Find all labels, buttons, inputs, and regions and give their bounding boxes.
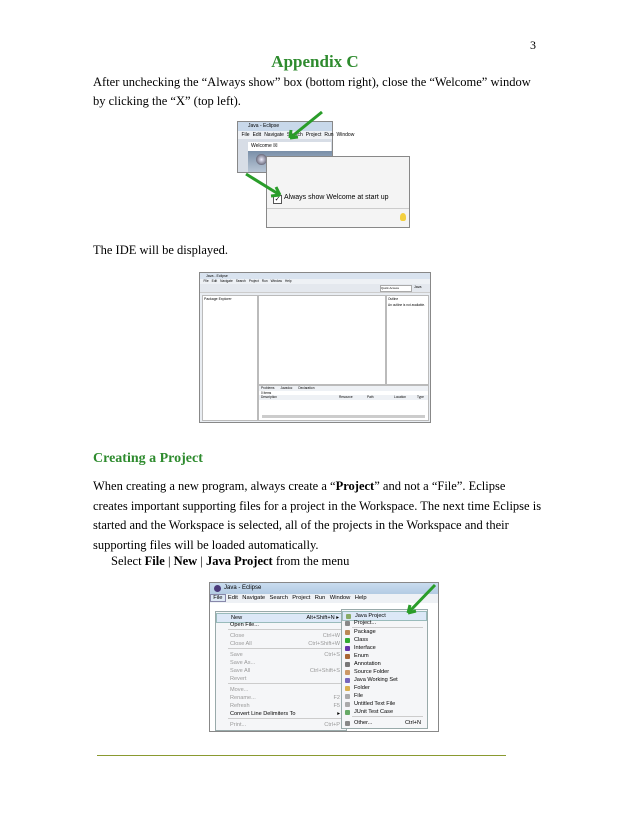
menu-search[interactable]: Search [286, 132, 303, 138]
window-title: Java - Eclipse [210, 583, 438, 594]
menu-project[interactable]: Project [248, 279, 259, 283]
column-type[interactable]: Type [417, 395, 424, 399]
file-menu-item[interactable]: Move... [230, 687, 249, 693]
new-submenu-item[interactable]: Java Project [342, 611, 427, 621]
perspective-java[interactable]: Java [414, 285, 422, 289]
menu-item-icon [345, 686, 350, 691]
footer-rule [97, 755, 506, 756]
checkbox-label: Always show Welcome at start up [284, 194, 389, 201]
new-submenu-item[interactable]: Package [342, 628, 427, 636]
file-menu-item[interactable]: Close All Ctrl+Shift+W [230, 641, 340, 647]
menu-window[interactable]: Window [329, 595, 351, 601]
new-submenu-item[interactable]: Class [342, 636, 427, 644]
menu-run[interactable]: Run [314, 595, 326, 601]
menu-run[interactable]: Run [324, 132, 334, 138]
menu-file[interactable]: File [203, 279, 209, 283]
menu-item-icon [345, 670, 350, 675]
menu-navigate[interactable]: Navigate [242, 595, 266, 601]
new-submenu-item[interactable]: Folder [342, 684, 427, 692]
tab-problems[interactable]: Problems [261, 386, 275, 390]
menu-item-icon [345, 621, 350, 626]
new-submenu-item[interactable]: Source Folder [342, 668, 427, 676]
menu-separator [228, 718, 342, 719]
menu-item-icon [345, 646, 350, 651]
section-heading: Creating a Project [93, 451, 203, 466]
file-menu-item[interactable]: Revert [230, 676, 247, 682]
problems-columns [259, 395, 428, 400]
file-menu-item[interactable]: Rename... F2 [230, 695, 340, 701]
file-menu-item[interactable]: Print... Ctrl+P [230, 722, 340, 728]
new-submenu-item[interactable]: Other... Ctrl+N [342, 719, 427, 727]
menu-separator [228, 648, 342, 649]
new-submenu-item[interactable]: File [342, 692, 427, 700]
tab-javadoc[interactable]: Javadoc [280, 386, 293, 390]
menu-run[interactable]: Run [261, 279, 268, 283]
menu-file[interactable]: File [241, 132, 250, 138]
page-number: 3 [530, 38, 536, 52]
menu-navigate[interactable]: Navigate [264, 132, 284, 138]
file-menu-item[interactable]: Open File... [230, 622, 259, 628]
arrow-to-close [290, 112, 322, 138]
editor-area [258, 295, 386, 385]
ide-paragraph: The IDE will be displayed. [93, 243, 229, 257]
arrow-to-checkbox [246, 174, 280, 195]
new-submenu-item[interactable]: Java Working Set [342, 676, 427, 684]
menu-item-icon [345, 721, 350, 726]
menu-item-icon [345, 678, 350, 683]
menu-file[interactable]: File [210, 594, 226, 602]
menu-search[interactable]: Search [235, 279, 246, 283]
select-instruction: Select File | New | Java Project from the menu [111, 554, 350, 568]
menu-separator [352, 627, 423, 628]
menu-navigate[interactable]: Navigate [220, 279, 233, 283]
new-submenu-item[interactable]: JUnit Test Case [342, 708, 427, 716]
menu-separator [352, 716, 423, 717]
checkbox-icon[interactable]: ✓ [274, 196, 281, 203]
scrollbar[interactable] [262, 415, 425, 418]
problems-panel [258, 385, 429, 421]
tab-declaration[interactable]: Declaration [298, 386, 315, 390]
menu-item-icon [346, 614, 351, 619]
menu-item-icon [345, 662, 350, 667]
menu-item-icon [345, 630, 350, 635]
menu-item-icon [345, 638, 350, 643]
quick-access-field[interactable]: Quick Access [380, 285, 412, 292]
window-title: Java - Eclipse [238, 122, 332, 131]
menu-help[interactable]: Help [284, 279, 292, 283]
menu-help[interactable]: Help [354, 595, 367, 601]
intro-paragraph: After unchecking the “Always show” box (bottom right), close the “Welcome” window by clicking the “X” (top left). [93, 75, 531, 108]
menu-item-icon [345, 694, 350, 699]
arrows [238, 110, 328, 220]
menu-edit[interactable]: Edit [252, 132, 262, 138]
file-menu-screenshot [209, 582, 439, 732]
column-description[interactable]: Description [261, 395, 277, 399]
outline-message: An outline is not available. [388, 303, 426, 307]
new-submenu-item[interactable]: Interface [342, 644, 427, 652]
welcome-tab[interactable]: Welcome ☒ [248, 142, 331, 151]
menu-item-icon [345, 654, 350, 659]
menu-project[interactable]: Project [305, 132, 322, 138]
new-submenu-item[interactable]: Annotation [342, 660, 427, 668]
items-count: 0 items [261, 391, 272, 395]
menu-edit[interactable]: Edit [211, 279, 218, 283]
menu-item-icon [345, 702, 350, 707]
eclipse-icon [214, 585, 221, 592]
package-explorer-panel [202, 295, 258, 421]
menu-search[interactable]: Search [269, 595, 288, 601]
file-menu-item[interactable]: New Alt+Shift+N ▸ [216, 613, 346, 623]
menu-project[interactable]: Project [292, 595, 311, 601]
menu-separator [228, 683, 342, 684]
column-path[interactable]: Path [367, 395, 374, 399]
menu-item-icon [345, 710, 350, 715]
file-menu-item[interactable]: Save As... [230, 660, 256, 666]
column-resource[interactable]: Resource [339, 395, 353, 399]
file-menu [215, 611, 347, 731]
appendix-title: Appendix C [271, 52, 359, 71]
file-menu-item[interactable]: Convert Line Delimiters To ▸ [230, 711, 340, 717]
outline-tab[interactable]: Outline [388, 297, 399, 301]
section-paragraph: When creating a new program, always create a “Project” and not a “File”. Eclipse creates important supporting files for a project in the Workspace. The next time Eclipse is started and the Workspace is selected, all of the projects in the Workspace and their supporting files will be loaded automatically. [93, 479, 542, 552]
menu-separator [228, 629, 342, 630]
ide-screenshot [199, 272, 431, 423]
new-submenu-item[interactable]: Project... [342, 619, 427, 627]
file-menu-item[interactable]: Save All Ctrl+Shift+S [230, 668, 340, 674]
new-submenu [341, 609, 428, 729]
new-submenu-item[interactable]: Enum [342, 652, 427, 660]
menu-edit[interactable]: Edit [227, 595, 238, 601]
lightbulb-icon [400, 213, 406, 221]
column-location[interactable]: Location [394, 395, 407, 399]
new-submenu-item[interactable]: Untitled Text File [342, 700, 427, 708]
menu-window[interactable]: Window [336, 132, 355, 138]
file-menu-item[interactable]: Close Ctrl+W [230, 633, 340, 639]
outline-panel [386, 295, 429, 385]
file-menu-item[interactable]: Save Ctrl+S [230, 652, 340, 658]
toolbar [200, 284, 430, 293]
menu-window[interactable]: Window [270, 279, 282, 283]
file-menu-item[interactable]: Refresh F5 [230, 703, 340, 709]
package-explorer-tab[interactable]: Package Explorer [204, 297, 232, 301]
window-title: Java - Eclipse [200, 273, 430, 279]
